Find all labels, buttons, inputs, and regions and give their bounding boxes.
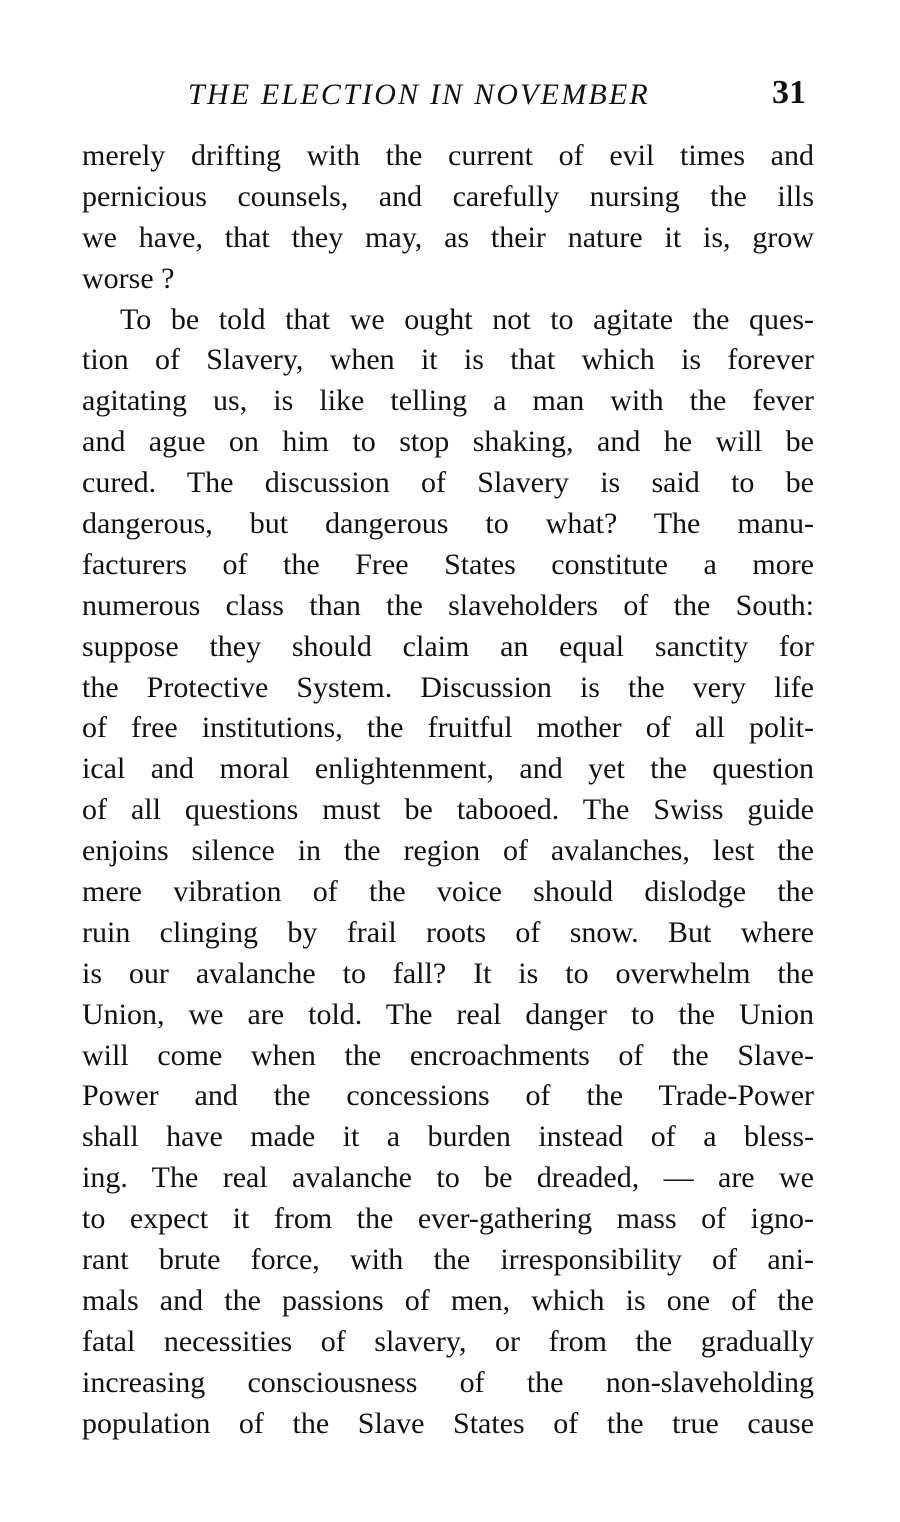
- text-line: increasing consciousness of the non-slaveholding: [82, 1365, 814, 1399]
- text-line: mals and the passions of men, which is one of the: [82, 1283, 814, 1317]
- text-line: ing. The real avalanche to be dreaded, — are we: [82, 1161, 814, 1195]
- page-header: [80, 74, 820, 118]
- text-line: we have, that they may, as their nature it is, grow: [82, 220, 814, 254]
- text-line: rant brute force, with the irresponsibility of ani-: [82, 1243, 814, 1277]
- text-line: enjoins silence in the region of avalanches, lest the: [82, 834, 814, 868]
- text-line: pernicious counsels, and carefully nursing the ills: [82, 179, 814, 213]
- text-line: dangerous, but dangerous to what? The manu-: [82, 507, 814, 541]
- text-line: and ague on him to stop shaking, and he will be: [82, 425, 814, 459]
- text-line: facturers of the Free States constitute a more: [82, 547, 814, 581]
- text-line: is our avalanche to fall? It is to overwhelm the: [82, 956, 814, 990]
- text-line: fatal necessities of slavery, or from the gradually: [82, 1324, 814, 1358]
- text-line: to expect it from the ever-gathering mass of igno-: [82, 1202, 814, 1236]
- text-line: population of the Slave States of the true cause: [82, 1406, 814, 1440]
- text-line: cured. The discussion of Slavery is said to be: [82, 466, 814, 500]
- text-line: will come when the encroachments of the Slave-: [82, 1038, 814, 1072]
- text-line: tion of Slavery, when it is that which is forever: [82, 343, 814, 377]
- text-line: of all questions must be tabooed. The Swiss guide: [82, 793, 814, 827]
- text-line: Power and the concessions of the Trade-Power: [82, 1079, 814, 1113]
- body-text: [82, 136, 814, 1445]
- page-number: 31: [772, 74, 806, 111]
- text-line: Union, we are told. The real danger to the Union: [82, 997, 814, 1031]
- text-line: merely drifting with the current of evil times and: [82, 139, 814, 172]
- text-line: agitating us, is like telling a man with the fever: [82, 384, 814, 418]
- text-line: worse ?: [82, 261, 175, 295]
- text-line: mere vibration of the voice should dislodge the: [82, 875, 814, 909]
- text-line: numerous class than the slaveholders of the South:: [82, 588, 814, 622]
- running-title: THE ELECTION IN NOVEMBER: [188, 78, 650, 111]
- text-line: ruin clinging by frail roots of snow. But where: [82, 915, 814, 949]
- text-line: the Protective System. Discussion is the very life: [82, 670, 814, 704]
- text-line: To be told that we ought not to agitate the ques-: [120, 302, 814, 336]
- text-line: of free institutions, the fruitful mother of all polit-: [82, 711, 814, 745]
- text-line: suppose they should claim an equal sanctity for: [82, 629, 814, 663]
- text-line: ical and moral enlightenment, and yet the question: [82, 752, 814, 786]
- text-line: shall have made it a burden instead of a bless-: [82, 1120, 814, 1154]
